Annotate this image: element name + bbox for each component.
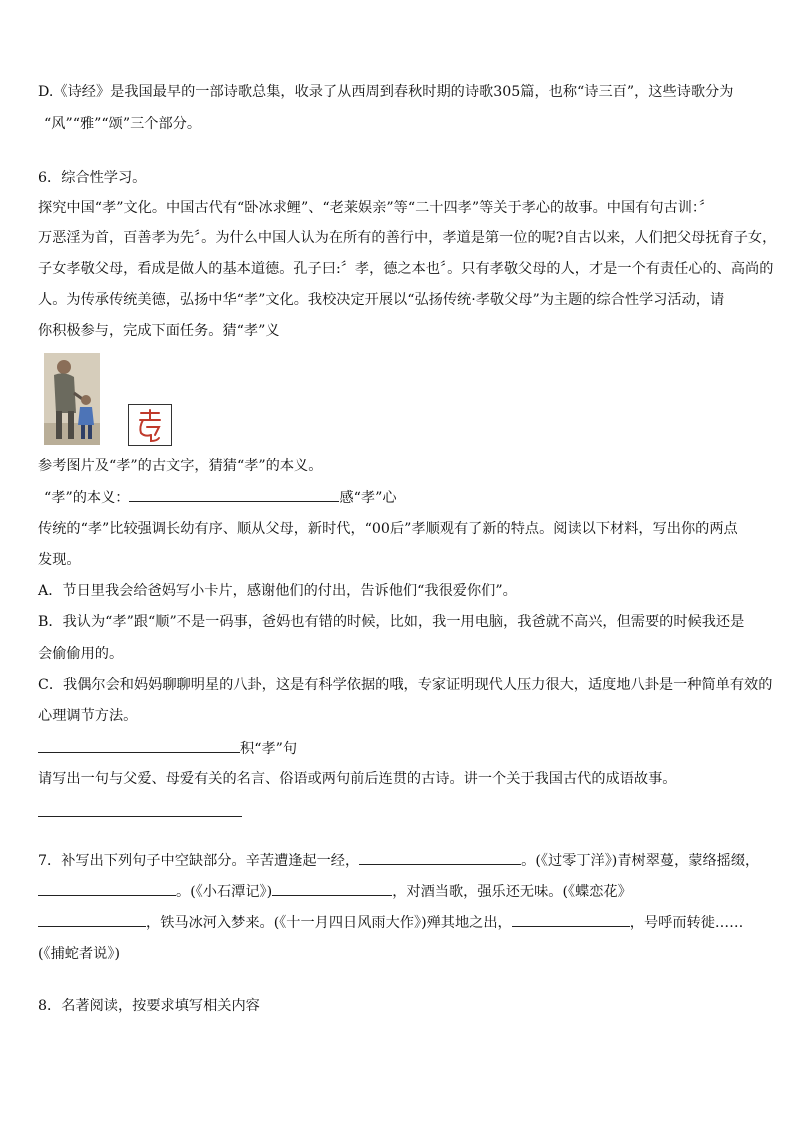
q7-text: ，对酒当歌，强乐还无味。(《蝶恋花》 — [392, 884, 632, 900]
q7-text: 。(《过零丁洋》)青树翠蔓，蒙络摇缀， — [521, 853, 760, 869]
q6-meaning-answer-blank[interactable] — [129, 487, 339, 502]
q7-blank-3[interactable] — [272, 881, 392, 896]
q7-line4: (《捕蛇者说》) — [38, 946, 120, 962]
illustration-old-man-with-child — [44, 353, 100, 445]
q6-findings-answer-blank[interactable] — [38, 738, 240, 753]
q6-option-b-line1: B．我认为“孝”跟“顺”不是一码事，爸妈也有错的时候，比如，我一用电脑，我爸就不高兴，但需要的时候我还是 — [38, 614, 745, 630]
q6-modern-line: 发现。 — [38, 552, 81, 568]
q7-text: 7．补写出下列句子中空缺部分。辛苦遭逢起一经， — [38, 853, 360, 869]
q6-intro-line: 子女孝敬父母，看成是做人的基本道德。孔子曰:〞孝，德之本也〞。只有孝敬父母的人，才是一个有责任心的、高尚的 — [38, 261, 774, 277]
q7-text: ，号呼而转徙…… — [629, 915, 744, 931]
q7-blank-4[interactable] — [38, 912, 146, 927]
q6-collect-prompt: 请写出一句与父爱、母爱有关的名言、俗语或两句前后连贯的古诗。讲一个关于我国古代的成语故事。 — [38, 771, 677, 787]
q7-blank-1[interactable] — [359, 850, 521, 865]
q6-modern-line: 传统的“孝”比较强调长幼有序、顺从父母，新时代，“00后”孝顺观有了新的特点。阅读以下材料，写出你的两点 — [38, 521, 738, 537]
q5-option-d-line2: “风”“雅”“颂”三个部分。 — [44, 116, 202, 132]
q8-title: 8．名著阅读，按要求填写相关内容 — [38, 998, 260, 1014]
q6-intro-line: 万恶淫为首，百善孝为先〞。为什么中国人认为在所有的善行中，孝道是第一位的呢?自古以来，人们把父母抚育子女， — [38, 230, 777, 246]
q6-intro-line: 探究中国“孝”文化。中国古代有“卧冰求鲤”、“老莱娱亲”等“二十四孝”等关于孝心的故事。中国有句古训：〞 — [38, 200, 714, 216]
q6-option-a: A．节日里我会给爸妈写小卡片，感谢他们的付出，告诉他们“我很爱你们”。 — [38, 583, 517, 599]
q6-intro-line: 你积极参与，完成下面任务。猜“孝”义 — [38, 323, 280, 339]
q6-guess-prompt: 参考图片及“孝”的古文字，猜猜“孝”的本义。 — [38, 458, 323, 474]
q6-collect-row — [38, 738, 297, 759]
q6-meaning-label: “孝”的本义： — [44, 490, 130, 506]
q5-option-d-line1: D.《诗经》是我国最早的一部诗歌总集，收录了从西周到春秋时期的诗歌305篇，也称“诗三百”，这些诗歌分为 — [38, 84, 734, 100]
q6-option-c-line2: 心理调节方法。 — [38, 708, 138, 724]
ancient-xiao-seal-glyph — [128, 404, 172, 446]
q6-option-c-line1: C．我偶尔会和妈妈聊聊明星的八卦，这是有科学依据的哦，专家证明现代人压力很大，适度地八卦是一种简单有效的 — [38, 677, 773, 693]
q6-collect-label: 积“孝”句 — [240, 741, 298, 757]
q6-intro-line: 人。为传承传统美德，弘扬中华“孝”文化。我校决定开展以“弘扬传统·孝敬父母”为主题的综合性学习活动，请 — [38, 292, 725, 308]
q6-collect-answer-blank[interactable] — [38, 816, 242, 817]
q7-blank-2[interactable] — [38, 881, 176, 896]
q6-feel-label: 感“孝”心 — [339, 490, 397, 506]
q7-line3 — [38, 912, 743, 933]
q7-text: ，铁马冰河入梦来。(《十一月四日风雨大作》)殚其地之出， — [146, 915, 512, 931]
q7-text: 。(《小石潭记》) — [176, 884, 273, 900]
q6-meaning-row — [44, 487, 397, 508]
q6-title: 6．综合性学习。 — [38, 170, 147, 186]
q7-line1 — [38, 850, 759, 871]
q6-option-b-line2: 会偷偷用的。 — [38, 646, 124, 662]
q7-line2 — [38, 881, 632, 902]
q7-blank-5[interactable] — [512, 912, 630, 927]
